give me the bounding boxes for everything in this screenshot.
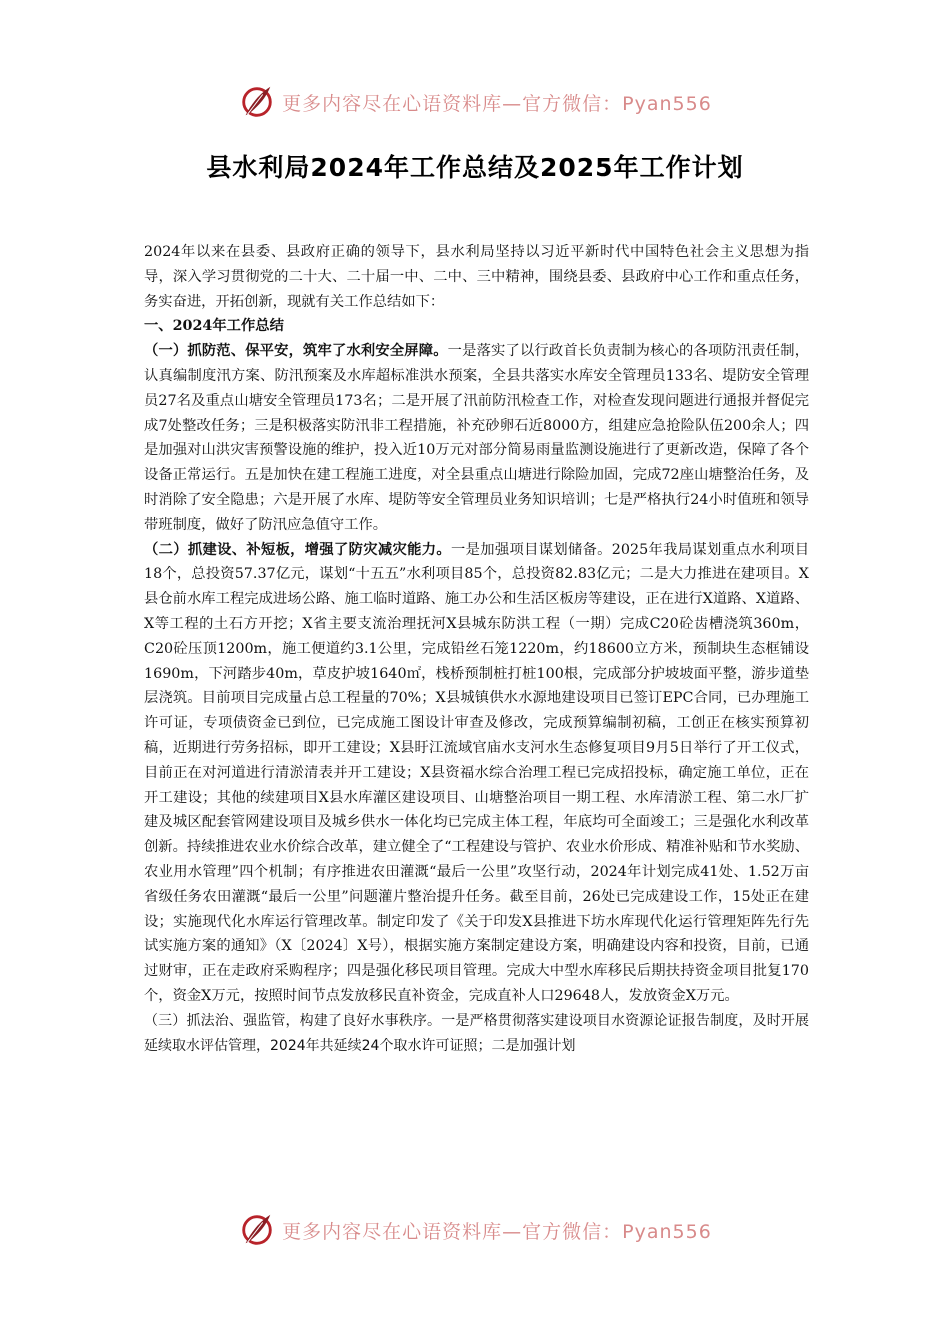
document-body [144, 240, 809, 1058]
paragraph-lead: （一）抓防范、保平安，筑牢了水利安全屏障。 [144, 343, 448, 360]
watermark-text: 更多内容尽在心语资料库—官方微信：Pyan556 [282, 92, 712, 115]
paragraph-body: 一是加强项目谋划储备。2025年我局谋划重点水利项目18个，总投资57.37亿元，谋划“十五五”水利项目85个，总投资82.83亿元；二是大力推进在建项目。X县仓前水库工程完成进场公路、施工临时道路、施工办公和生活区板房等建设，正在进行X道路、X道路、X等工程的土石方开挖；X省主要支流治理抚河X县城东防洪工程（一期）完成C20砼齿槽浇筑360m，C20砼压顶1200m，施工便道约3.1公里，完成铅丝石笼1220m，约18600立方米，预制块生态框铺设1690m，下河踏步40m，草皮护坡1640㎡，栈桥预制桩打桩100根，完成部分护坡坡面平整，游步道垫层浇筑。目前项目完成量占总工程量的70%；X县城镇供水水源地建设项目已签订EPC合同，已办理施工许可证，专项债资金已到位，已完成施工图设计审查及修改，完成预算编制初稿，工创正在核实预算初稿，近期进行劳务招标，即开工建设；X县盱江流域官庙水支河水生态修复项目9月5日举行了开工仪式，目前正在对河道进行清淤清表并开工建设；X县资福水综合治理工程已完成招投标，确定施工单位，正在开工建设；其他的续建项目X县水库灌区建设项目、山塘整治项目一期工程、水库清淤工程、第二水厂扩建及城区配套管网建设项目及城乡供水一体化均已完成主体工程，年底均可全面竣工；三是强化水利改革创新。持续推进农业水价综合改革，建立健全了“工程建设与管护、农业水价形成、精准补贴和节水奖励、农业用水管理”四个机制；有序推进农田灌溉“最后一公里”攻坚行动，2024年计划完成41处、1.52万亩省级任务农田灌溉“最后一公里”问题灌片整治提升任务。截至目前，26处已完成建设工作，15处正在建设；实施现代化水库运行管理改革。制定印发了《关于印发X县推进下坊水库现代化运行管理矩阵先行先试实施方案的通知》（X〔2024〕X号），根据实施方案制定建设方案，明确建设内容和投资，目前，已通过财审，正在走政府采购程序；四是强化移民项目管理。完成大中型水库移民后期扶持资金项目批复170个，资金X万元，按照时间节点发放移民直补资金，完成直补人口29648人，发放资金X万元。 [144, 541, 809, 1004]
feather-pen-seal-icon [238, 1211, 276, 1249]
paragraph-body: 一是严格贯彻落实建设项目水资源论证报告制度，及时开展延续取水评估管理，2024年共延续24个取水许可证照；二是加强计划 [144, 1012, 810, 1054]
paragraph-1 [144, 339, 809, 537]
paragraph-lead: （二）抓建设、补短板，增强了防灾减灾能力。 [144, 541, 451, 558]
intro-paragraph: 2024年以来在县委、县政府正确的领导下，县水利局坚持以习近平新时代中国特色社会主义思想为指导，深入学习贯彻党的二十大、二十届一中、二中、三中精神，围绕县委、县政府中心工作和重点任务，务实奋进，开拓创新，现就有关工作总结如下： [144, 244, 809, 310]
watermark-text: 更多内容尽在心语资料库—官方微信：Pyan556 [282, 1220, 712, 1243]
paragraph-body: 一是落实了以行政首长负责制为核心的各项防汛责任制，认真编制度汛方案、防汛预案及水库超标准洪水预案，全县共落实水库安全管理员133名、堤防安全管理员27名及重点山塘安全管理员173名；二是开展了汛前防汛检查工作，对检查发现问题进行通报并督促完成7处整改任务；三是积极落实防汛非工程措施，补充砂卵石近8000方，组建应急抢险队伍200余人；四是加强对山洪灾害预警设施的维护，投入近10万元对部分简易雨量监测设施进行了更新改造，保障了各个设备正常运行。五是加快在建工程施工进度，对全县重点山塘进行除险加固，完成72座山塘整治任务，及时消除了安全隐患；六是开展了水库、堤防等安全管理员业务知识培训；七是严格执行24小时值班和领导带班制度，做好了防汛应急值守工作。 [144, 343, 810, 533]
paragraph-2 [144, 538, 809, 1009]
watermark-header [0, 80, 950, 124]
paragraph-3 [144, 1009, 809, 1059]
feather-pen-seal-icon [238, 83, 276, 121]
paragraph-lead: （三）抓法治、强监管，构建了良好水事秩序。 [144, 1012, 442, 1029]
watermark-footer [0, 1208, 950, 1252]
document-title: 县水利局2024年工作总结及2025年工作计划 [206, 153, 744, 182]
section-heading: 一、2024年工作总结 [144, 318, 284, 335]
